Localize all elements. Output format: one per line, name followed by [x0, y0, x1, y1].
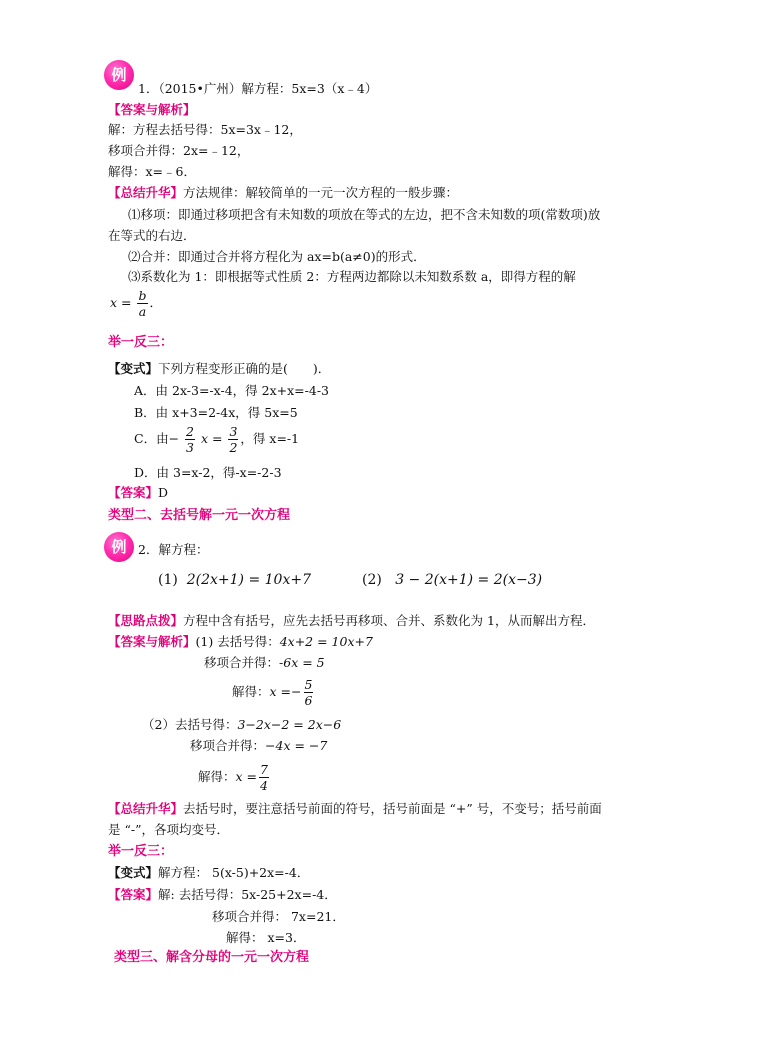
summary-line-1: [108, 184, 458, 202]
p1-minus: −: [291, 684, 302, 699]
solution-denominator: a: [138, 304, 147, 319]
practice2-step-3: 解得： x=3．: [226, 930, 306, 945]
p2-step-1-eq: 3−2x−2 = 2x−6: [237, 717, 342, 732]
equation-2-body: 3 − 2(x+1) = 2(x−3): [395, 572, 543, 588]
variant-text-2: 解方程： 5(x-5)+2x=-4．: [158, 865, 310, 880]
type-2-heading: 类型二、去括号解一元一次方程: [108, 508, 291, 523]
variant-tag-2: 【变式】: [108, 865, 159, 880]
p1-step-2-label: 移项合并得：: [204, 655, 280, 670]
p2-denominator: 4: [260, 778, 268, 793]
p2-numerator: 7: [260, 762, 268, 777]
option-c-num-2: 3: [229, 424, 238, 439]
p1-step-2-eq: -6x = 5: [279, 655, 325, 670]
answer-analysis-tag-2: 【答案与解析】: [108, 634, 196, 649]
option-c: [134, 424, 299, 455]
p1-step-1: [108, 633, 373, 651]
p2-step-1-label: （2）去括号得：: [142, 717, 238, 732]
answer-line-1: [108, 484, 168, 502]
p1-step-1-eq: 4x+2 = 10x+7: [279, 634, 373, 649]
solution-end: ．: [149, 295, 163, 310]
p2-step-2-label: 移项合并得：: [190, 738, 266, 753]
equation-2-label: (2): [362, 572, 382, 588]
variant-tag-1: 【变式】: [108, 361, 159, 376]
option-b: B．由 x+3=2-4x，得 5x=5: [134, 405, 298, 420]
p2-step-2: [190, 737, 327, 755]
equation-2: [362, 571, 542, 589]
option-c-minus: −: [168, 431, 180, 446]
p1-step-3-label: 解得：: [232, 684, 270, 699]
ex1-step-2: 移项合并得：2x=﹣12，: [108, 143, 250, 158]
answer-tag-2: 【答案】: [108, 887, 159, 902]
rule-2: ⑵合并：即通过合并将方程化为 ax=b(a≠0)的形式．: [128, 249, 426, 264]
practice2-step-1: [108, 886, 337, 904]
option-c-fraction-1: [185, 424, 195, 455]
option-c-den-1: 3: [186, 440, 194, 455]
solution-formula: [110, 288, 162, 319]
example-badge-2: 例: [104, 532, 134, 562]
solution-fraction: [137, 288, 147, 319]
variant-question-1: [108, 360, 330, 378]
practice-heading-1: 举一反三：: [108, 335, 174, 350]
answer-tag-1: 【答案】: [108, 485, 159, 500]
summary-line-2a: [108, 800, 602, 818]
p1-numerator: 5: [304, 677, 313, 692]
solution-numerator: b: [138, 288, 147, 303]
example-2-question: 2．解方程：: [138, 542, 209, 557]
p1-fraction: [304, 677, 314, 708]
answer-analysis-tag-1: 【答案与解析】: [108, 102, 196, 117]
practice-heading-2: 举一反三：: [108, 844, 174, 859]
option-c-den-2: 2: [229, 440, 238, 455]
example-badge-1: 例: [104, 60, 134, 90]
solution-lhs: x =: [110, 295, 132, 310]
p1-step-3: [232, 677, 315, 708]
option-c-x: x =: [200, 431, 223, 446]
p1-step-2: [204, 654, 325, 672]
option-c-fraction-2: [228, 424, 238, 455]
variant-question-2: [108, 864, 309, 882]
rule-3: ⑶系数化为 1：即根据等式性质 2：方程两边都除以未知数系数 a，即得方程的解: [128, 269, 576, 284]
option-c-num-1: 2: [186, 424, 194, 439]
option-c-prefix: C．由: [134, 431, 169, 446]
summary-text-1: 方法规律：解较简单的一元一次方程的一般步骤：: [183, 185, 459, 200]
ex1-step-3: 解得：x=﹣6．: [108, 164, 196, 179]
hint-tag: 【思路点拨】: [108, 613, 184, 628]
practice2-step-2: 移项合并得： 7x=21．: [212, 909, 345, 924]
option-a: A．由 2x-3=-x-4，得 2x+x=-4-3: [134, 383, 329, 398]
equation-1-label: (1): [158, 572, 178, 588]
rule-1a: ⑴移项：即通过移项把含有未知数的项放在等式的左边，把不含未知数的项(常数项)放: [128, 207, 601, 222]
p2-step-3-label: 解得：: [198, 769, 236, 784]
hint-line: [108, 612, 595, 630]
example-1-question: 1．（2015•广州）解方程：5x=3（x﹣4）: [138, 81, 378, 96]
equation-1-body: 2(2x+1) = 10x+7: [186, 572, 311, 588]
p1-x: x =: [269, 684, 292, 699]
p1-step-1-label: (1) 去括号得：: [195, 634, 280, 649]
p2-step-2-eq: −4x = −7: [265, 738, 328, 753]
hint-text: 方程中含有括号，应先去括号再移项、合并、系数化为 1，从而解出方程．: [183, 613, 595, 628]
summary-text-2a: 去括号时，要注意括号前面的符号，括号前面是 “+” 号，不变号；括号前面: [183, 801, 602, 816]
p1-denominator: 6: [304, 693, 313, 708]
type-3-heading: 类型三、解含分母的一元一次方程: [114, 950, 310, 965]
option-d: D．由 3=x-2，得-x=-2-3: [134, 465, 282, 480]
equation-1: [158, 571, 311, 589]
p2-x: x =: [235, 769, 258, 784]
summary-tag-1: 【总结升华】: [108, 185, 184, 200]
option-c-suffix: ，得 x=-1: [240, 431, 300, 446]
ex1-step-1: 解：方程去括号得：5x=3x﹣12，: [108, 122, 302, 137]
variant-text-1: 下列方程变形正确的是( )．: [158, 361, 331, 376]
p2-step-3: [198, 762, 271, 793]
summary-line-2b: 是 “-”，各项均变号．: [108, 822, 229, 837]
answer-value-1: D: [158, 485, 169, 500]
rule-1b: 在等式的右边．: [108, 228, 196, 243]
summary-tag-2: 【总结升华】: [108, 801, 184, 816]
p2-fraction: [259, 762, 269, 793]
practice2-step-1-text: 解: 去括号得：5x-25+2x=-4．: [158, 887, 337, 902]
p2-step-1: [142, 716, 341, 734]
